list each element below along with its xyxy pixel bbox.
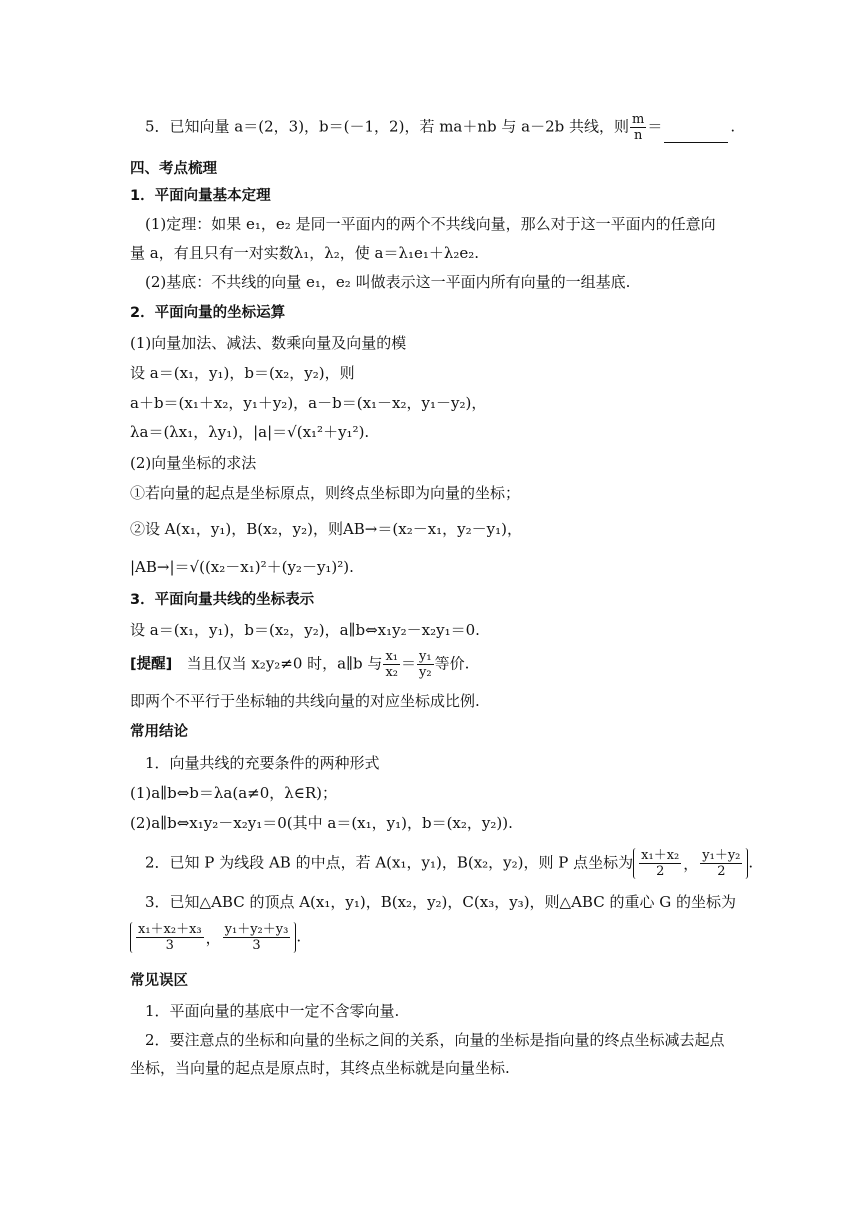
fraction-m-over-n: $\frac{m}{n}$	[632, 112, 645, 143]
topic-1-theorem: (1)定理：如果 e₁，e₂ 是同一平面内的两个不共线向量，那么对于这一平面内的任意向	[145, 215, 716, 233]
topic-2-line-7: ②设 A(x₁，y₁)，B(x₂，y₂)，则AB→＝(x₂－x₁，y₂－y₁)，	[130, 520, 523, 538]
topic-2-line-4: λa＝(λx₁，λy₁)，|a|＝√(x₁²＋y₁²).	[130, 423, 370, 441]
topic-2-title: 2．平面向量的坐标运算	[130, 305, 286, 321]
conclusion-1: 1．向量共线的充要条件的两种形式	[145, 754, 380, 772]
fraction-y1-y2: $\frac{\text{y₁}}{\text{y₂}}$	[419, 649, 432, 680]
question-5-text: 5．已知向量 a＝(2，3)，b＝(－1，2)，若 ma＋nb 与 a－2b 共线，则	[145, 117, 630, 136]
topic-2-line-6: ①若向量的起点是坐标原点，则终点坐标即为向量的坐标；	[130, 484, 521, 502]
topic-1-title: 1．平面向量基本定理	[130, 188, 271, 204]
topic-2-line-3: a＋b＝(x₁＋x₂，y₁＋y₂)，a－b＝(x₁－x₂，y₁－y₂)，	[130, 394, 487, 412]
topic-3-title: 3．平面向量共线的坐标表示	[130, 592, 315, 608]
centroid-formula-line: $\frac{\text{x₁＋x₂＋x₃}}{3}$ ， $\frac{\text{y₁＋y₂＋y₃}}{3}$ .	[130, 922, 301, 953]
section-heading-4: 四、考点梳理	[130, 161, 217, 177]
topic-3-line-1: 设 a＝(x₁，y₁)，b＝(x₂，y₂)，a∥b⇔x₁y₂－x₂y₁＝0.	[130, 621, 480, 639]
fraction-x1-x2: $\frac{\text{x₁}}{\text{x₂}}$	[385, 649, 398, 680]
mistake-1: 1．平面向量的基底中一定不含零向量.	[145, 1002, 400, 1020]
common-conclusions-title: 常用结论	[130, 724, 188, 740]
centroid-formula: $\frac{\text{x₁＋x₂＋x₃}}{3}$ ， $\frac{\text{y₁＋y₂＋y₃}}{3}$	[130, 922, 296, 953]
topic-1-basis: (2)基底：不共线的向量 e₁，e₂ 叫做表示这一平面内所有向量的一组基底.	[145, 273, 631, 291]
reminder-line: [提醒] 当且仅当 x₂y₂≠0 时，a∥b 与 $\frac{\text{x₁}}{\text{x₂}}$ ＝ $\frac{\text{y₁}}{\text{y₂}}$ 等价.	[130, 649, 470, 680]
topic-3-line-3: 即两个不平行于坐标轴的共线向量的对应坐标成比例.	[130, 692, 480, 710]
midpoint-formula: $\frac{\text{x₁＋x₂}}{2}$ ， $\frac{\text{y₁＋y₂}}{2}$	[633, 848, 748, 879]
conclusion-3: 3．已知△ABC 的顶点 A(x₁，y₁)，B(x₂，y₂)，C(x₃，y₃)，则△ABC 的重心 G 的坐标为	[145, 893, 736, 911]
question-5: 5．已知向量 a＝(2，3)，b＝(－1，2)，若 ma＋nb 与 a－2b 共线，则 $\frac{m}{n}$ ＝ .	[145, 112, 736, 143]
conclusion-1a: (1)a∥b⇔b＝λa(a≠0，λ∈R)；	[130, 784, 338, 802]
reminder-label: [提醒]	[130, 656, 173, 673]
common-mistakes-title: 常见误区	[130, 973, 188, 989]
mistake-2: 2．要注意点的坐标和向量的坐标之间的关系，向量的坐标是指向量的终点坐标减去起点坐标，当向量的起点是原点时，其终点坐标就是向量坐标.	[130, 1031, 725, 1077]
conclusion-2: 2．已知 P 为线段 AB 的中点，若 A(x₁，y₁)，B(x₂，y₂)，则 P 点坐标为 $\frac{\text{x₁＋x₂}}{2}$ ， $\frac{\text{y₁＋y₂}}{2}$ .	[145, 848, 754, 879]
topic-2-line-8: |AB→|＝√((x₂－x₁)²＋(y₂－y₁)²).	[130, 558, 354, 576]
topic-1-theorem-cont: 量 a，有且只有一对实数λ₁，λ₂，使 a＝λ₁e₁＋λ₂e₂.	[130, 244, 480, 262]
topic-2-line-5: (2)向量坐标的求法	[130, 454, 257, 472]
answer-blank[interactable]	[664, 127, 728, 143]
topic-2-line-2: 设 a＝(x₁，y₁)，b＝(x₂，y₂)，则	[130, 364, 355, 382]
topic-2-line-1: (1)向量加法、减法、数乘向量及向量的模	[130, 334, 407, 352]
conclusion-1b: (2)a∥b⇔x₁y₂－x₂y₁＝0(其中 a＝(x₁，y₁)，b＝(x₂，y₂)).	[130, 814, 513, 832]
